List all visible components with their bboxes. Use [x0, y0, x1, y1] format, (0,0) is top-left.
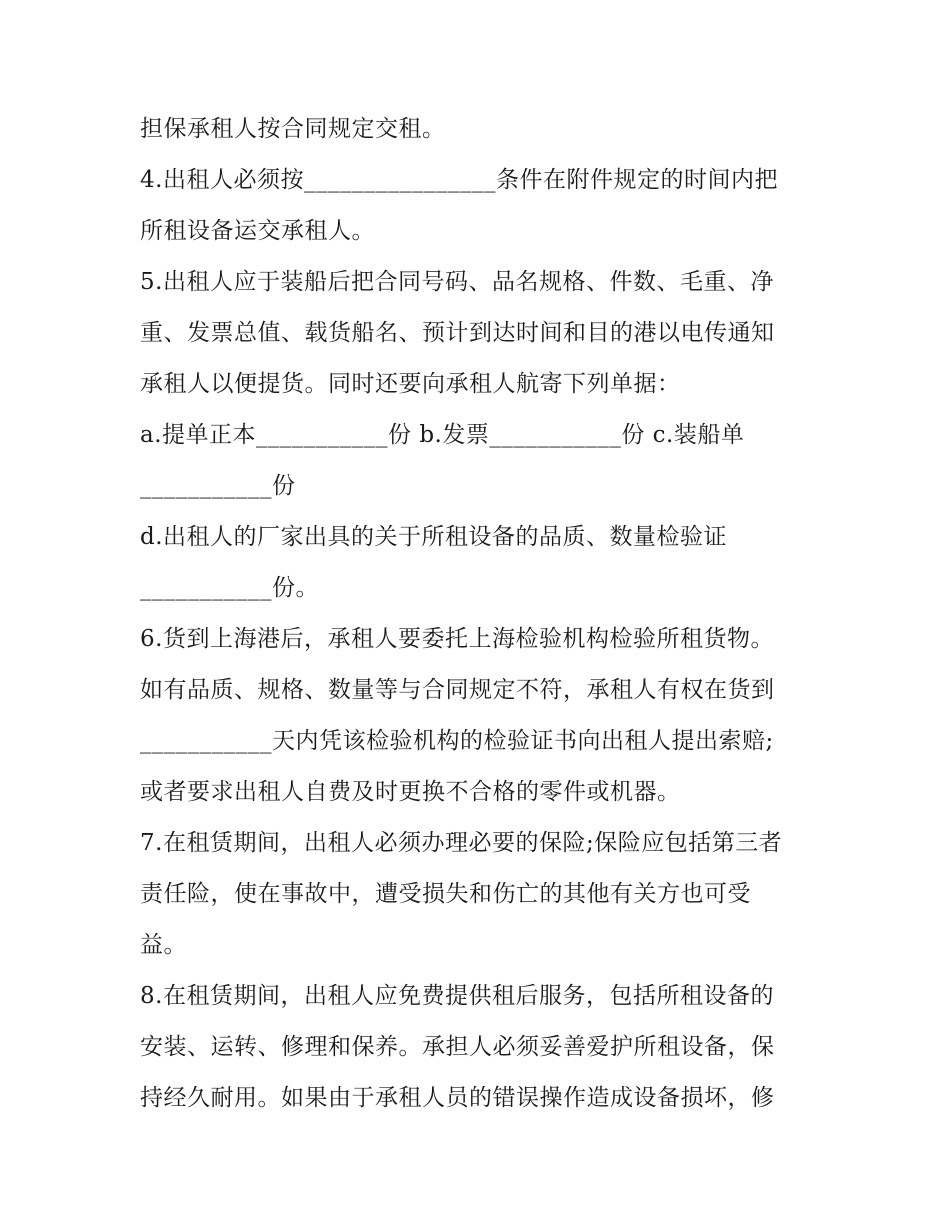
text-line: 责任险，使在事故中，遭受损失和伤亡的其他有关方也可受 — [140, 881, 751, 907]
text-line: 担保承租人按合同规定交租。 — [140, 116, 446, 142]
text-line: 安装、运转、修理和保养。承担人必须妥善爱护所租设备，保 — [140, 1034, 775, 1060]
text-line: 8.在租赁期间，出租人应免费提供租后服务，包括所租设备的 — [140, 983, 774, 1009]
text-line: 持经久耐用。如果由于承租人员的错误操作造成设备损坏，修 — [140, 1085, 775, 1111]
text-line: 所租设备运交承租人。 — [140, 218, 375, 244]
text-line: ___________天内凭该检验机构的检验证书向出租人提出索赔; — [140, 728, 774, 754]
text-line: a.提单正本___________份 b.发票___________份 c.装船单 — [140, 422, 745, 448]
text-line: 6.货到上海港后，承租人要委托上海检验机构检验所租货物。 — [140, 626, 774, 652]
text-line: ___________份 — [140, 473, 296, 499]
text-line: 重、发票总值、载货船名、预计到达时间和目的港以电传通知 — [140, 320, 775, 346]
text-line: 7.在租赁期间，出租人必须办理必要的保险;保险应包括第三者 — [140, 830, 783, 856]
text-line: 益。 — [140, 932, 187, 958]
text-line: 承租人以便提货。同时还要向承租人航寄下列单据： — [140, 371, 681, 397]
text-line: 或者要求出租人自费及时更换不合格的零件或机器。 — [140, 779, 681, 805]
text-line: 如有品质、规格、数量等与合同规定不符，承租人有权在货到 — [140, 677, 775, 703]
text-line: ___________份。 — [140, 575, 319, 601]
document-body — [140, 104, 820, 1124]
text-line: 5.出租人应于装船后把合同号码、品名规格、件数、毛重、净 — [140, 269, 774, 295]
text-line: d.出租人的厂家出具的关于所租设备的品质、数量检验证 — [140, 524, 728, 550]
text-line: 4.出租人必须按________________条件在附件规定的时间内把 — [140, 167, 778, 193]
